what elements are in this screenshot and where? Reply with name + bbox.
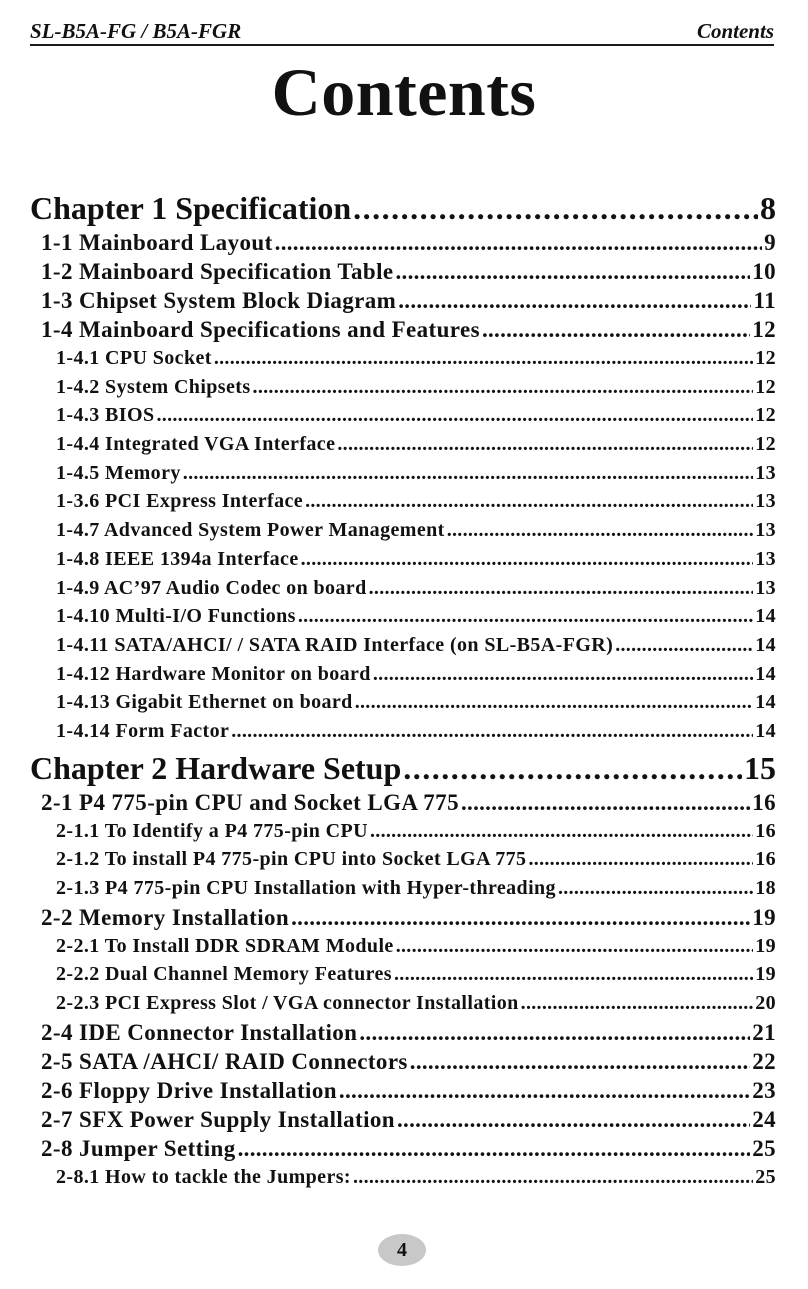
toc-subsection-entry[interactable] [56, 545, 776, 574]
header-model-name: SL-B5A-FG / B5A-FGR [30, 19, 242, 43]
toc-entry-title: 1-4.14 Form Factor [56, 719, 230, 742]
toc-dot-leader [396, 932, 754, 961]
toc-dot-leader [397, 1105, 750, 1134]
toc-dot-leader [394, 960, 753, 989]
toc-subsection-entry[interactable] [56, 401, 776, 430]
toc-entry-page: 13 [755, 490, 776, 513]
toc-subsection-entry[interactable] [56, 574, 776, 603]
toc-entry-title: 2-8 Jumper Setting [41, 1135, 236, 1161]
toc-dot-leader [521, 989, 754, 1018]
running-header [30, 16, 774, 46]
toc-entry-title: Chapter 2 Hardware Setup [30, 749, 402, 786]
toc-dot-leader [355, 688, 753, 717]
toc-entry-title: 2-1.2 To install P4 775-pin CPU into Socket LGA 775 [56, 848, 527, 871]
toc-entry-page: 14 [755, 719, 776, 742]
toc-chapter-entry[interactable] [30, 188, 776, 228]
toc-entry-title: 2-2.2 Dual Channel Memory Features [56, 963, 392, 986]
toc-entry-page: 19 [755, 934, 776, 957]
toc-dot-leader [305, 487, 753, 516]
toc-entry-page: 14 [755, 662, 776, 685]
toc-subsection-entry[interactable] [56, 1163, 776, 1192]
toc-dot-leader [301, 545, 754, 574]
toc-entry-title: 2-4 IDE Connector Installation [41, 1019, 358, 1045]
toc-dot-leader [359, 1018, 750, 1047]
toc-subsection-entry[interactable] [56, 631, 776, 660]
toc-entry-page: 13 [755, 461, 776, 484]
toc-entry-title: 1-2 Mainboard Specification Table [41, 259, 394, 284]
toc-entry-title: Chapter 1 Specification [30, 190, 352, 226]
toc-entry-page: 16 [755, 848, 776, 871]
toc-dot-leader [482, 315, 750, 344]
toc-entry-page: 20 [755, 992, 776, 1015]
toc-dot-leader [214, 344, 753, 373]
toc-entry-title: 2-2.3 PCI Express Slot / VGA connector Installation [56, 992, 519, 1015]
page-number-badge: 4 [378, 1234, 426, 1266]
toc-subsection-entry[interactable] [56, 989, 776, 1018]
toc-entry-title: 1-4.13 Gigabit Ethernet on board [56, 691, 353, 714]
toc-entry-page: 25 [752, 1135, 776, 1161]
toc-entry-title: 1-3 Chipset System Block Diagram [41, 288, 397, 313]
toc-entry-title: 1-4.11 SATA/AHCI/ / SATA RAID Interface (on SL-B5A-FGR) [56, 633, 614, 656]
toc-entry-page: 16 [755, 819, 776, 842]
toc-dot-leader [410, 1047, 750, 1076]
toc-entry-title: 1-3.6 PCI Express Interface [56, 490, 304, 513]
toc-entry-page: 13 [755, 547, 776, 570]
toc-entry-page: 23 [752, 1077, 776, 1103]
toc-entry-title: 1-4.7 Advanced System Power Management [56, 519, 445, 542]
toc-section-entry[interactable] [41, 903, 776, 932]
toc-dot-leader [398, 286, 751, 315]
toc-subsection-entry[interactable] [56, 688, 776, 717]
toc-entry-page: 14 [755, 605, 776, 628]
toc-dot-leader [183, 459, 753, 488]
toc-dot-leader [275, 228, 762, 257]
toc-subsection-entry[interactable] [56, 602, 776, 631]
toc-entry-title: 1-4.3 BIOS [56, 404, 155, 427]
toc-subsection-entry[interactable] [56, 874, 776, 903]
toc-entry-page: 22 [752, 1048, 776, 1074]
toc-entry-title: 1-4 Mainboard Specifications and Features [41, 317, 480, 342]
toc-subsection-entry[interactable] [56, 817, 776, 846]
toc-dot-leader [291, 903, 750, 932]
toc-subsection-entry[interactable] [56, 845, 776, 874]
toc-entry-page: 13 [755, 576, 776, 599]
toc-section-entry[interactable] [41, 257, 776, 286]
toc-entry-page: 21 [752, 1019, 776, 1045]
toc-entry-title: 1-1 Mainboard Layout [41, 230, 273, 255]
toc-dot-leader [558, 874, 753, 903]
toc-entry-title: 2-7 SFX Power Supply Installation [41, 1106, 395, 1132]
toc-entry-title: 1-4.5 Memory [56, 461, 181, 484]
toc-entry-page: 13 [755, 519, 776, 542]
toc-entry-title: 1-4.12 Hardware Monitor on board [56, 662, 371, 685]
toc-entry-title: 2-5 SATA /AHCI/ RAID Connectors [41, 1048, 408, 1074]
toc-entry-title: 1-4.1 CPU Socket [56, 347, 212, 369]
toc-subsection-entry[interactable] [56, 516, 776, 545]
toc-dot-leader [298, 602, 753, 631]
toc-entry-page: 8 [760, 190, 776, 226]
toc-entry-page: 19 [752, 904, 776, 930]
toc-entry-page: 24 [752, 1106, 776, 1132]
toc-section-entry[interactable] [41, 1105, 776, 1134]
toc-entry-page: 9 [764, 230, 776, 255]
toc-section-entry[interactable] [41, 315, 776, 344]
toc-entry-page: 12 [752, 317, 776, 342]
toc-entry-page: 11 [753, 288, 776, 313]
toc-dot-leader [403, 748, 742, 788]
toc-dot-leader [461, 788, 750, 817]
toc-subsection-entry[interactable] [56, 717, 776, 746]
toc-subsection-entry[interactable] [56, 660, 776, 689]
toc-dot-leader [156, 401, 753, 430]
toc-dot-leader [528, 845, 753, 874]
toc-dot-leader [337, 430, 753, 459]
page-title: Contents [271, 54, 537, 130]
toc-entry-title: 2-8.1 How to tackle the Jumpers: [56, 1165, 351, 1188]
toc-dot-leader [353, 1163, 753, 1192]
toc-dot-leader [339, 1076, 750, 1105]
toc-dot-leader [447, 516, 754, 545]
toc-entry-title: 2-1.1 To Identify a P4 775-pin CPU [56, 819, 368, 842]
toc-section-entry[interactable] [41, 1134, 776, 1163]
toc-subsection-entry[interactable] [56, 430, 776, 459]
toc-entry-title: 1-4.10 Multi-I/O Functions [56, 605, 296, 628]
toc-subsection-entry[interactable] [56, 344, 776, 373]
toc-dot-leader [395, 257, 750, 286]
toc-subsection-entry[interactable] [56, 932, 776, 961]
toc-subsection-entry[interactable] [56, 373, 776, 402]
toc-entry-page: 12 [755, 433, 776, 456]
toc-subsection-entry[interactable] [56, 487, 776, 516]
toc-entry-page: 14 [755, 691, 776, 714]
toc-dot-leader [353, 188, 758, 228]
toc-entry-page: 14 [755, 633, 776, 656]
toc-section-entry[interactable] [41, 788, 776, 817]
toc-entry-page: 10 [752, 259, 776, 284]
toc-dot-leader [231, 717, 753, 746]
toc-entry-page: 12 [755, 347, 776, 369]
toc-chapter-entry[interactable] [30, 748, 776, 788]
toc-dot-leader [253, 373, 754, 402]
table-of-contents [0, 188, 808, 1191]
toc-entry-page: 19 [755, 963, 776, 986]
toc-entry-page: 12 [755, 404, 776, 427]
header-section-name: Contents [696, 19, 774, 43]
toc-section-entry[interactable] [41, 286, 776, 315]
toc-entry-title: 2-6 Floppy Drive Installation [41, 1077, 337, 1103]
toc-entry-page: 15 [744, 749, 776, 786]
toc-subsection-entry[interactable] [56, 960, 776, 989]
toc-entry-page: 16 [752, 789, 776, 815]
toc-dot-leader [370, 817, 753, 846]
toc-entry-title: 2-2 Memory Installation [41, 904, 290, 930]
toc-entry-title: 1-4.2 System Chipsets [56, 375, 251, 398]
toc-section-entry[interactable] [41, 228, 776, 257]
toc-subsection-entry[interactable] [56, 459, 776, 488]
toc-entry-title: 1-4.9 AC’97 Audio Codec on board [56, 576, 367, 599]
toc-dot-leader [373, 660, 753, 689]
toc-entry-title: 1-4.8 IEEE 1394a Interface [56, 547, 299, 570]
toc-entry-page: 18 [755, 877, 776, 899]
toc-entry-page: 12 [755, 375, 776, 398]
toc-dot-leader [369, 574, 754, 603]
toc-section-entry[interactable] [41, 1018, 776, 1047]
toc-entry-title: 2-1.3 P4 775-pin CPU Installation with Hyper-threading [56, 877, 556, 899]
toc-entry-page: 25 [755, 1165, 776, 1188]
toc-entry-title: 1-4.4 Integrated VGA Interface [56, 433, 336, 456]
toc-section-entry[interactable] [41, 1047, 776, 1076]
toc-dot-leader [238, 1134, 751, 1163]
toc-section-entry[interactable] [41, 1076, 776, 1105]
toc-entry-title: 2-1 P4 775-pin CPU and Socket LGA 775 [41, 789, 459, 815]
toc-dot-leader [615, 631, 753, 660]
toc-entry-title: 2-2.1 To Install DDR SDRAM Module [56, 934, 394, 957]
